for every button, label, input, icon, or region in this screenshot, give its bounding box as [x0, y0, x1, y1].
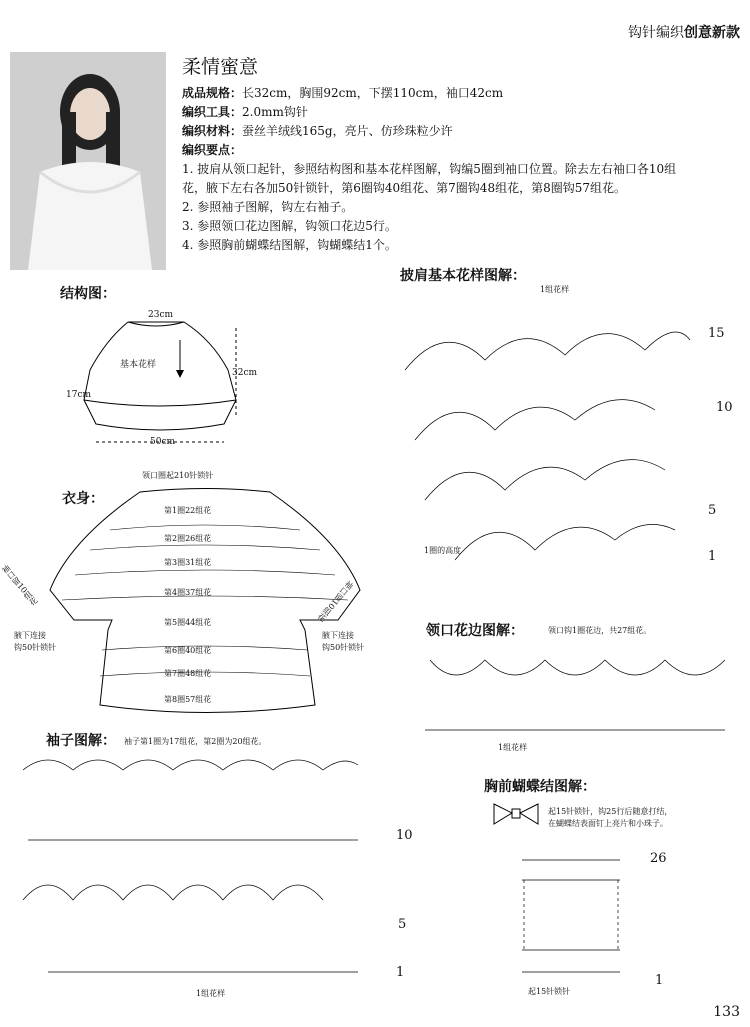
sleeve-label: 袖子图解： [46, 733, 116, 749]
structure-width: 50cm [150, 437, 176, 447]
model-photo-illustration [10, 52, 166, 270]
bow-note-1: 起15针锁针，钩25行后随意打结， [548, 807, 673, 816]
bow-label: 胸前蝴蝶结图解： [484, 779, 596, 795]
note-line: 2. 参照袖子图解，钩左右袖子。 [182, 200, 354, 214]
header-suffix: 创意新款 [684, 25, 740, 41]
bow-note-2: 在蝴蝶结表面钉上亮片和小珠子。 [548, 819, 668, 828]
shawl-marker-5: 5 [708, 503, 717, 518]
bow-marker-26: 26 [650, 851, 667, 866]
series-header [628, 22, 740, 42]
right-sleeve-note: 袖口留10组花 [315, 578, 356, 624]
sleeve-chart [18, 750, 368, 980]
round-4: 第4圈37组花 [164, 588, 212, 597]
note-line: 4. 参照胸前蝴蝶结图解，钩蝴蝶结1个。 [182, 238, 397, 252]
body-start: 领口圈起210针锁针 [142, 471, 214, 480]
spec-tool: 编织工具：2.0mm钩针 [182, 105, 308, 119]
collar-label: 领口花边图解： [426, 623, 524, 639]
collar-unit: 1组花样 [498, 743, 528, 752]
bow-icon [492, 800, 540, 830]
shawl-height: 1圈的高度 [424, 546, 462, 555]
sleeve-note: 袖子第1圈为17组花，第2圈为20组花。 [124, 737, 267, 746]
bow-marker-1: 1 [655, 973, 664, 988]
shawl-chart [395, 300, 695, 610]
left-join-2: 钩50针锁针 [14, 643, 57, 652]
round-1: 第1圈22组花 [164, 506, 212, 515]
bow-chart [520, 850, 625, 980]
sleeve-marker-5: 5 [398, 917, 407, 932]
right-join-1: 腋下连接 [322, 631, 354, 640]
note-line: 3. 参照领口花边图解，钩领口花边5行。 [182, 219, 397, 233]
pattern-title: 柔情蜜意 [182, 56, 259, 78]
structure-diagram [60, 300, 280, 460]
shawl-marker-10: 10 [716, 400, 733, 415]
note-line: 花，腋下左右各加50针锁针，第6圈钩40组花、第7圈钩48组花，第8圈钩57组花。 [182, 181, 626, 195]
page-number: 133 [713, 1004, 740, 1020]
structure-pattern: 基本花样 [120, 360, 157, 370]
structure-side: 17cm [66, 390, 92, 400]
round-6: 第6圈40组花 [164, 646, 212, 655]
shawl-label: 披肩基本花样图解： [400, 268, 526, 284]
sleeve-unit: 1组花样 [196, 989, 226, 998]
collar-chart [425, 650, 735, 735]
structure-height: 32cm [232, 368, 258, 378]
bow-start: 起15针锁针 [528, 987, 571, 996]
spec-material: 编织材料：蚕丝羊绒线165g，亮片、仿珍珠粒少许 [182, 124, 453, 138]
structure-label: 结构图： [60, 286, 116, 302]
spec-size: 成品规格：长32cm，胸围92cm，下摆110cm，袖口42cm [182, 86, 504, 100]
round-3: 第3圈31组花 [164, 558, 212, 567]
left-sleeve-note: 袖口留10组花 [0, 562, 40, 608]
specs-block [182, 84, 742, 255]
model-photo [10, 52, 166, 270]
left-join-1: 腋下连接 [14, 631, 46, 640]
body-diagram [40, 480, 370, 725]
note-line: 1. 披肩从领口起针，参照结构图和基本花样图解，钩编5圈到袖口位置。除去左右袖口各10组 [182, 162, 677, 176]
round-8: 第8圈57组花 [164, 695, 212, 704]
round-5: 第5圈44组花 [164, 618, 212, 627]
sleeve-marker-10: 10 [396, 828, 413, 843]
shawl-marker-1: 1 [708, 549, 717, 564]
structure-top: 23cm [148, 310, 174, 320]
sleeve-marker-1: 1 [396, 965, 405, 980]
round-2: 第2圈26组花 [164, 534, 212, 543]
round-7: 第7圈48组花 [164, 669, 212, 678]
right-join-2: 钩50针锁针 [322, 643, 365, 652]
spec-points: 编织要点： [182, 143, 243, 157]
shawl-unit: 1组花样 [540, 285, 570, 294]
shawl-marker-15: 15 [708, 326, 725, 341]
body-label: 衣身： [62, 491, 104, 507]
collar-note: 领口钩1圈花边，共27组花。 [548, 626, 652, 635]
header-prefix: 钩针编织 [628, 25, 684, 41]
